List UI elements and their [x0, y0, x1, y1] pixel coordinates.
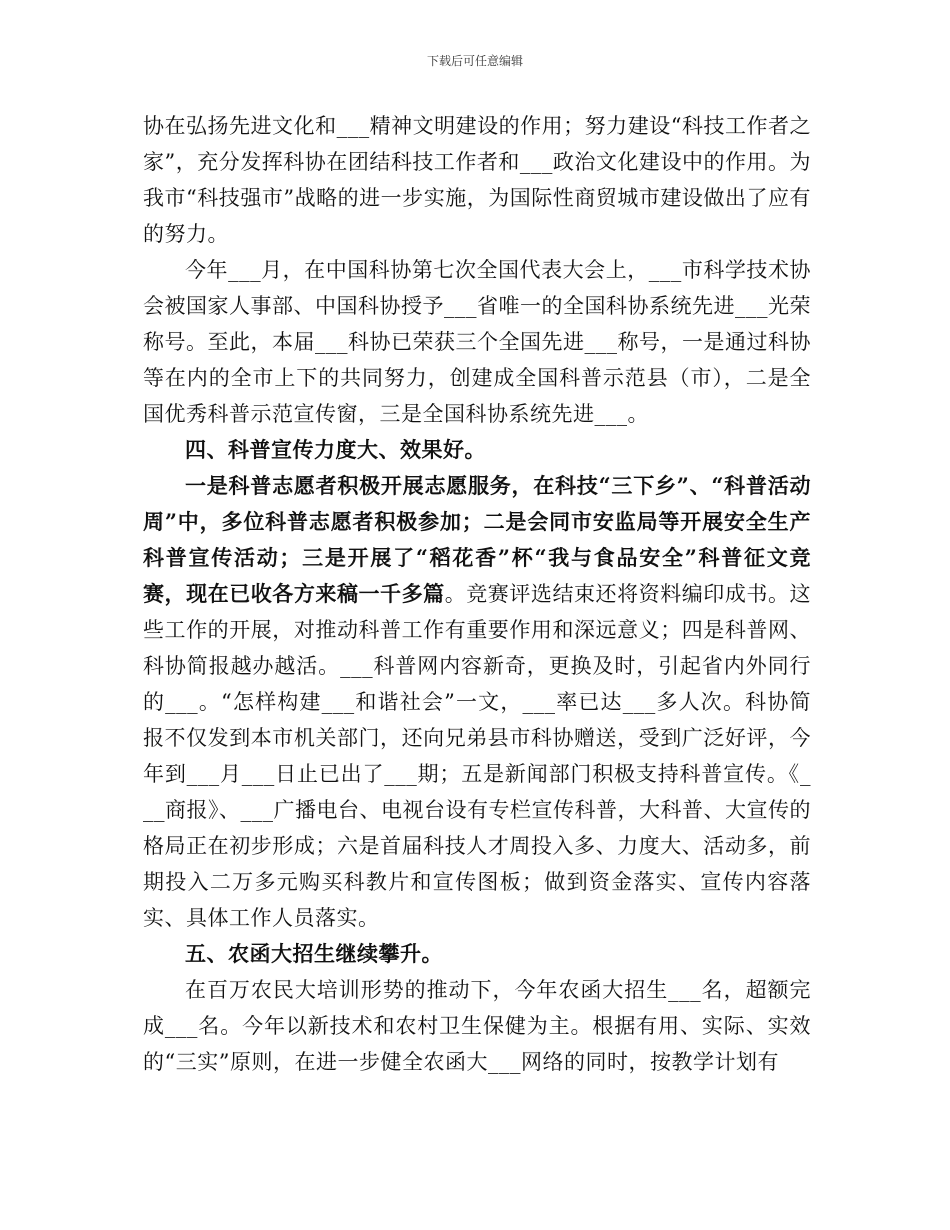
paragraph-rest: 。竞赛评选结束还将资料编印成书。这些工作的开展，对推动科普工作有重要作用和深远意义；四是科普网、科协简报越办越活。___科普网内容新奇，更换及时，引起省内外同行的___。“怎样构建___和谐社会”一文，___率已达___多人次。科协简报不仅发到本市机关部门，还向兄弟县市科协赠送，受到广泛好评，今年到___月___日止已出了___期；五是新闻部门积极支持科普宣传。《___商报》、___广播电台、电视台设有专栏宣传科普，大科普、大宣传的格局正在初步形成；六是首届科技人才周投入多、力度大、活动多，前期投入二万多元购买科教片和宣传图板；做到资金落实、宣传内容落实、具体工作人员落实。 [143, 582, 812, 930]
document-body [143, 108, 811, 1080]
paragraph-continuation: 协在弘扬先进文化和___精神文明建设的作用；努力建设“科技工作者之家”，充分发挥科协在团结科技工作者和___政治文化建设中的作用。为我市“科技强市”战略的进一步实施，为国际性商贸城市建设做出了应有的努力。 [143, 114, 811, 246]
paragraph-science-publicity [143, 468, 811, 936]
section-heading-4: 四、科普宣传力度大、效果好。 [185, 437, 486, 462]
paragraph-enrollment: 在百万农民大培训形势的推动下，今年农函大招生___名，超额完成___名。今年以新技术和农村卫生保健为主。根据有用、实际、实效的“三实”原则，在进一步健全农函大___网络的同时，按教学计划有 [143, 978, 811, 1074]
paragraph-award: 今年___月，在中国科协第七次全国代表大会上，___市科学技术协会被国家人事部、中国科协授予___省唯一的全国科协系统先进___光荣称号。至此，本届___科协已荣获三个全国先进___称号，一是通过科协等在内的全市上下的共同努力，创建成全国科普示范县（市），二是全国优秀科普示范宣传窗，三是全国科协系统先进___。 [143, 258, 811, 426]
page-header: 下载后可任意编辑 [426, 54, 523, 68]
paragraph-bold-lead: 一是科普志愿者积极开展志愿服务，在科技“三下乡”、“科普活动周”中，多位科普志愿者积极参加；二是会同市安监局等开展安全生产科普宣传活动；三是开展了“稻花香”杯“我与食品安全”科普征文竞赛，现在已收各方来稿一千多篇 [143, 473, 811, 606]
section-heading-5: 五、农函大招生继续攀升。 [185, 941, 443, 966]
